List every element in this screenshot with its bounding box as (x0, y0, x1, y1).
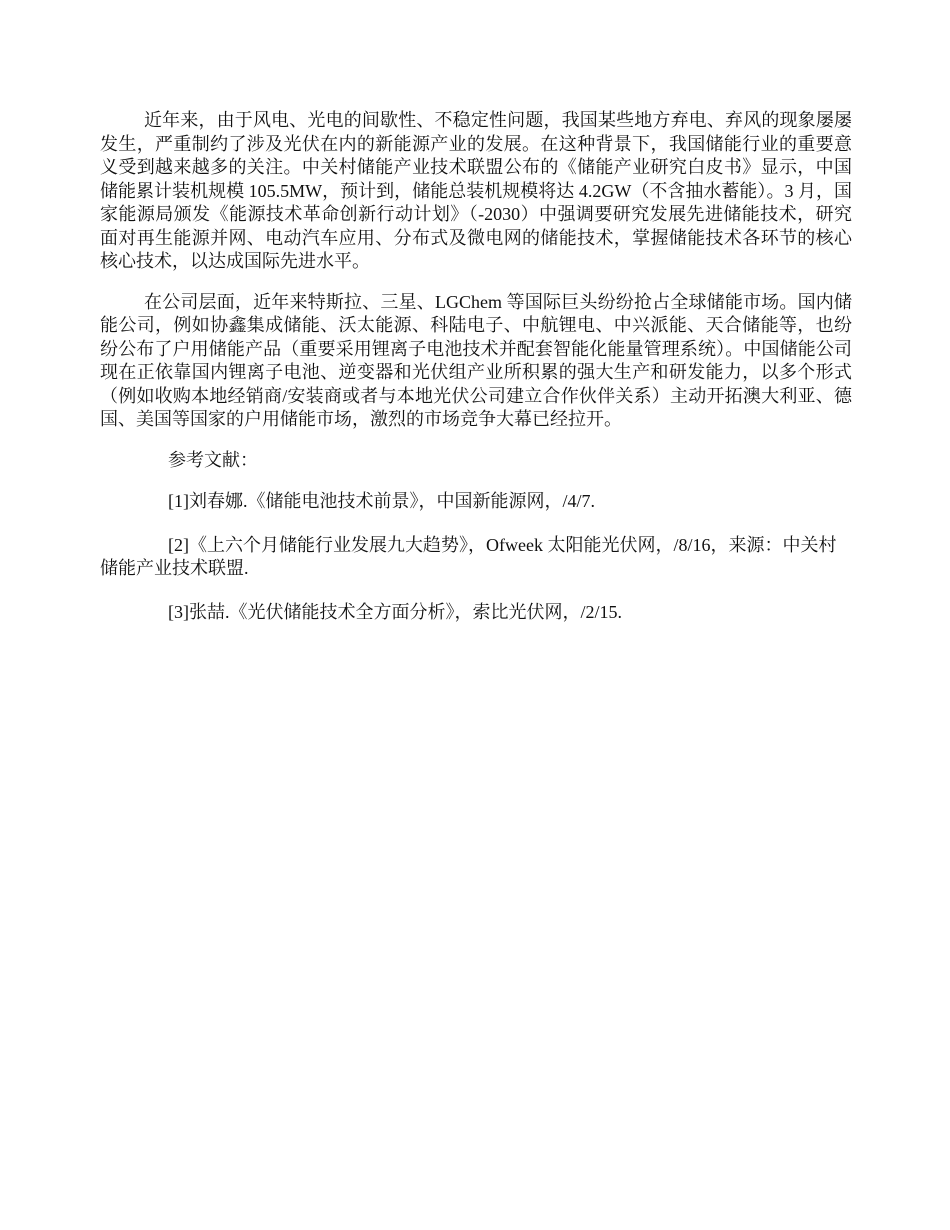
reference-item-3: [3]张喆.《光伏储能技术全方面分析》，索比光伏网，/2/15. (168, 601, 622, 622)
references-heading: 参考文献： (168, 449, 258, 470)
reference-item-2: [2]《上六个月储能行业发展九大趋势》，Ofweek 太阳能光伏网，/8/16，来源：中关村储能产业技术联盟. (100, 534, 837, 578)
paragraph-industry-background: 近年来，由于风电、光电的间歇性、不稳定性问题，我国某些地方弃电、弃风的现象屡屡发生，严重制约了涉及光伏在内的新能源产业的发展。在这种背景下，我国储能行业的重要意义受到越来越多的关注。中关村储能产业技术联盟公布的《储能产业研究白皮书》显示，中国储能累计装机规模 105.5MW，预计到，储能总装机规模将达 4.2GW（不含抽水蓄能）。3 月，国家能源局颁发《能源技术革命创新行动计划》（-2030）中强调要研究发展先进储能技术，研究面对再生能源并网、电动汽车应用、分布式及微电网的储能技术，掌握储能技术各环节的核心核心技术，以达成国际先进水平。 (100, 110, 852, 271)
reference-item-1: [1]刘春娜.《储能电池技术前景》，中国新能源网，/4/7. (168, 491, 595, 511)
paragraph-company-landscape: 在公司层面，近年来特斯拉、三星、LGChem 等国际巨头纷纷抢占全球储能市场。国内储能公司，例如协鑫集成储能、沃太能源、科陆电子、中航锂电、中兴派能、天合储能等，也纷纷公布了户用储能产品（重要采用锂离子电池技术并配套智能化能量管理系统）。中国储能公司现在正依靠国内锂离子电池、逆变器和光伏组产业所积累的强大生产和研发能力，以多个形式（例如收购本地经销商/安装商或者与本地光伏公司建立合作伙伴关系）主动开拓澳大利亚、德国、美国等国家的户用储能市场，激烈的市场竞争大幕已经拉开。 (100, 291, 852, 429)
document-content (100, 109, 852, 644)
